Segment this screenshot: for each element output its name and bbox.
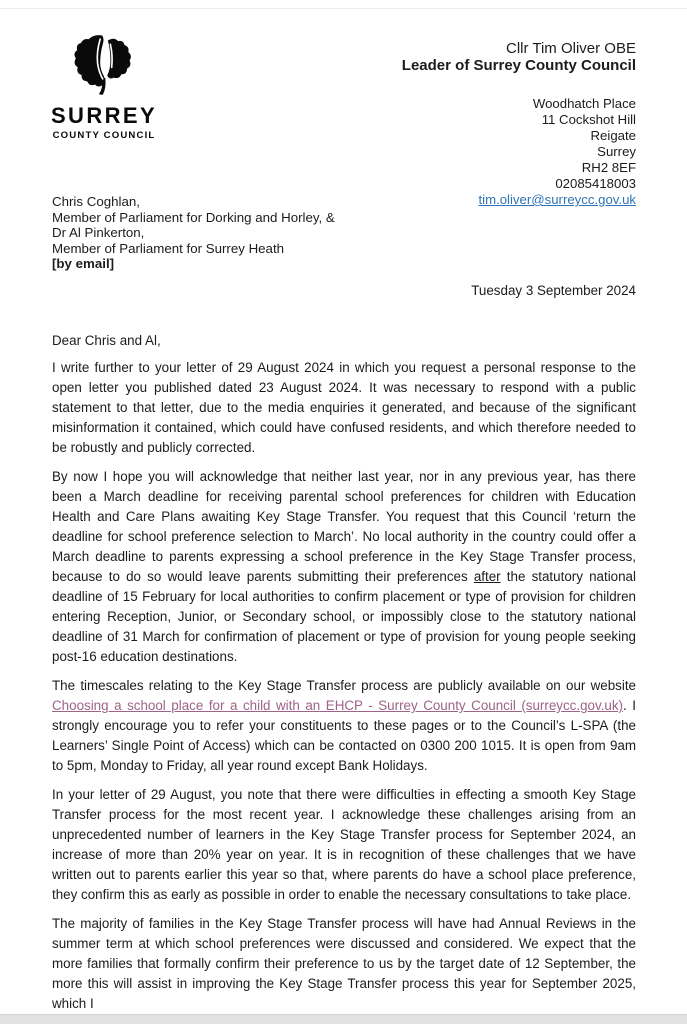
page-top-edge (0, 8, 687, 9)
address-line: RH2 8EF (581, 160, 636, 175)
oak-leaves-icon (72, 34, 136, 102)
paragraph-2 (52, 467, 636, 667)
recipient-line: Member of Parliament for Dorking and Horley, & (52, 209, 335, 225)
paragraph-text: The majority of families in the Key Stage Transfer process will have had Annual Reviews in the summer term at which school preferences were discussed and considered. We expect that the more families that formally confirm their preference to us by the target date of 12 September, the more this will assist in improving the Key Stage Transfer process this year for September 2025, which I (52, 916, 636, 1011)
paragraph-4 (52, 785, 636, 905)
address-line: Woodhatch Place (532, 96, 636, 111)
sender-email-link[interactable]: tim.oliver@surreycc.gov.uk (478, 192, 636, 207)
paragraph-3 (52, 676, 636, 776)
paragraph-1 (52, 358, 636, 458)
ehcp-webpage-link[interactable]: Choosing a school place for a child with an EHCP - Surrey County Council (surreycc.gov.uk) (52, 698, 624, 713)
paragraph-text: In your letter of 29 August, you note that there were difficulties in effecting a smooth Key Stage Transfer process for the most recent year. I acknowledge these challenges arising from an unprecedented number of learners in the Key Stage Transfer process for September 2024, an increase of more than 20% year on year. It is in recognition of these challenges that we have written out to parents earlier this year so that, where parents do have a school place preference, they confirm this as early as possible in order to enable the necessary consultations to take place. (52, 787, 636, 902)
underlined-word: after (473, 569, 501, 584)
phone-number: 02085418003 (555, 176, 636, 191)
paragraph-text: the statutory national deadline of 15 February for local authorities to confirm placement or type of provision for children entering Reception, Junior, or Secondary school, or impossibly close to the statutory national deadline of 31 March for confirmation of placement or type of provision for young people seeking post-16 education destinations. (52, 569, 636, 664)
paragraph-text: The timescales relating to the Key Stage Transfer process are publicly available on our website (52, 678, 636, 693)
letter-date: Tuesday 3 September 2024 (471, 283, 636, 298)
logo-org-name: SURREY (50, 103, 158, 128)
paragraph-text: By now I hope you will acknowledge that neither last year, nor in any previous year, has there been a March deadline for receiving parental school preferences for children with Education Health and Care Plans awaiting Key Stage Transfer. You request that this Council ‘return the deadline for school preference selection to March’. No local authority in the country could offer a March deadline to parents expressing a school preference in the Key Stage Transfer process, because to do so would leave parents submitting their preferences (52, 469, 636, 584)
recipient-line: Dr Al Pinkerton, (52, 225, 145, 241)
delivery-note: [by email] (52, 256, 115, 272)
address-line: 11 Cockshot Hill (541, 112, 636, 127)
page-bottom-edge (0, 1014, 687, 1024)
sender-address (402, 96, 636, 208)
salutation: Dear Chris and Al, (52, 333, 161, 348)
surrey-county-council-logo (50, 34, 158, 141)
officer-title: Leader of Surrey County Council (401, 57, 636, 74)
officer-name: Cllr Tim Oliver OBE (505, 40, 636, 57)
logo-org-subname: COUNTY COUNCIL (52, 130, 156, 141)
paragraph-text: I write further to your letter of 29 August 2024 in which you request a personal response to the open letter you published dated 23 August 2024. It was necessary to respond with a public statement to that letter, due to the media enquiries it generated, and because of the significant misinformation it contained, which could have confused residents, and which therefore needed to be robustly and publicly corrected. (52, 360, 636, 455)
paragraph-text: . I strongly encourage you to refer your constituents to these pages or to the Council’s L-SPA (the Learners’ Single Point of Access) which can be contacted on 0300 200 1015. It is open from 9am to 5pm, Monday to Friday, all year round except Bank Holidays. (52, 698, 636, 773)
recipient-line: Chris Coghlan, (52, 194, 140, 209)
recipient-block (52, 194, 335, 272)
recipient-line: Member of Parliament for Surrey Heath (52, 240, 285, 256)
address-line: Reigate (590, 128, 636, 143)
letter-body (52, 331, 636, 1023)
letterhead-right-block (402, 40, 636, 208)
address-line: Surrey (597, 144, 636, 159)
paragraph-5 (52, 914, 636, 1014)
